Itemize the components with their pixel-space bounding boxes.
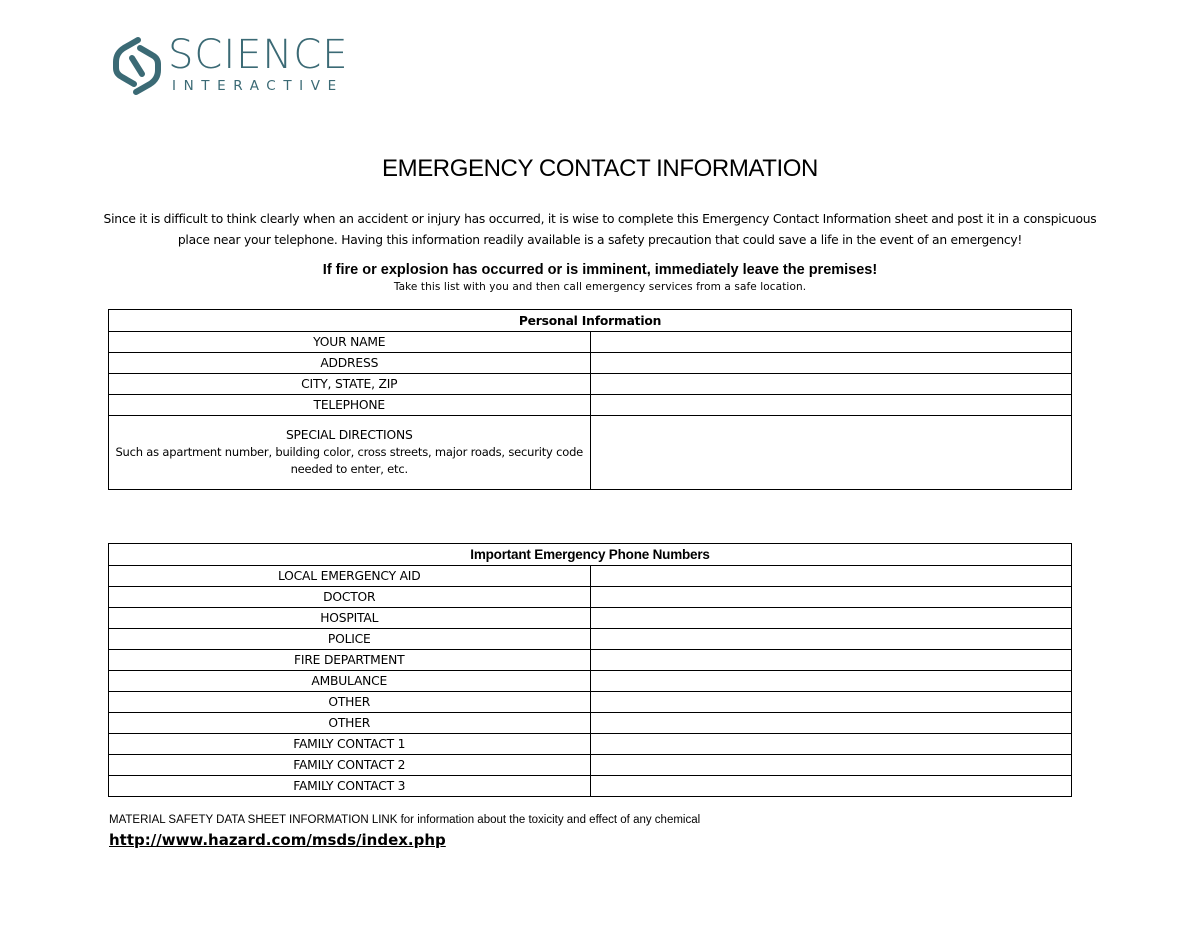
police-label: POLICE [109, 629, 591, 650]
table-row [109, 776, 1072, 797]
msds-link[interactable]: http://www.hazard.com/msds/index.php [109, 831, 446, 849]
telephone-field[interactable] [590, 395, 1072, 416]
hospital-label: HOSPITAL [109, 608, 591, 629]
personal-information-table [108, 309, 1072, 490]
msds-info-text: MATERIAL SAFETY DATA SHEET INFORMATION LINK for information about the toxicity and effect of any chemical [109, 814, 701, 826]
telephone-label: TELEPHONE [109, 395, 591, 416]
table-row [109, 374, 1072, 395]
science-interactive-logo [112, 34, 392, 98]
family-contact-1-label: FAMILY CONTACT 1 [109, 734, 591, 755]
special-directions-field[interactable] [590, 416, 1072, 490]
family-contact-2-label: FAMILY CONTACT 2 [109, 755, 591, 776]
table-row [109, 587, 1072, 608]
table-row [109, 332, 1072, 353]
logo-wordmark: SCIENCE [168, 32, 349, 78]
special-directions-label: SPECIAL DIRECTIONS [285, 428, 413, 442]
special-directions-label-cell [109, 416, 591, 490]
table-row [109, 734, 1072, 755]
emergency-phone-numbers-table [108, 543, 1072, 797]
personal-information-header: Personal Information [109, 310, 1072, 332]
fire-warning-subtext: Take this list with you and then call emergency services from a safe location. [393, 281, 807, 293]
table-row [109, 395, 1072, 416]
table-row [109, 353, 1072, 374]
address-label: ADDRESS [109, 353, 591, 374]
family-contact-3-field[interactable] [590, 776, 1072, 797]
fire-department-field[interactable] [590, 650, 1072, 671]
police-field[interactable] [590, 629, 1072, 650]
ambulance-label: AMBULANCE [109, 671, 591, 692]
linked-s-icon [112, 34, 162, 98]
hospital-field[interactable] [590, 608, 1072, 629]
table-row [109, 416, 1072, 490]
your-name-label: YOUR NAME [109, 332, 591, 353]
family-contact-3-label: FAMILY CONTACT 3 [109, 776, 591, 797]
table-row [109, 755, 1072, 776]
fire-warning: If fire or explosion has occurred or is imminent, immediately leave the premises! [322, 262, 878, 278]
table-row [109, 650, 1072, 671]
emergency-phone-numbers-header: Important Emergency Phone Numbers [109, 544, 1072, 566]
other-label-2: OTHER [109, 713, 591, 734]
doctor-field[interactable] [590, 587, 1072, 608]
special-directions-note: Such as apartment number, building color, cross streets, major roads, security code needed to enter, etc. [115, 445, 584, 476]
table-row [109, 629, 1072, 650]
city-state-zip-field[interactable] [590, 374, 1072, 395]
page-title: EMERGENCY CONTACT INFORMATION [382, 155, 818, 182]
intro-paragraph: Since it is difficult to think clearly when an accident or injury has occurred, it is wise to complete this Emergency Contact Information sheet and post it in a conspicuous place near your telephone. Having this information readily available is a safety precaution that could save a life in the event of an emergency! [103, 212, 1097, 247]
your-name-field[interactable] [590, 332, 1072, 353]
doctor-label: DOCTOR [109, 587, 591, 608]
fire-department-label: FIRE DEPARTMENT [109, 650, 591, 671]
local-emergency-aid-field[interactable] [590, 566, 1072, 587]
table-row [109, 608, 1072, 629]
table-row [109, 671, 1072, 692]
table-row [109, 692, 1072, 713]
other-label-1: OTHER [109, 692, 591, 713]
address-field[interactable] [590, 353, 1072, 374]
table-row [109, 566, 1072, 587]
logo-subtitle: INTERACTIVE [172, 78, 344, 94]
other-field-1[interactable] [590, 692, 1072, 713]
table-row [109, 713, 1072, 734]
family-contact-1-field[interactable] [590, 734, 1072, 755]
ambulance-field[interactable] [590, 671, 1072, 692]
family-contact-2-field[interactable] [590, 755, 1072, 776]
other-field-2[interactable] [590, 713, 1072, 734]
local-emergency-aid-label: LOCAL EMERGENCY AID [109, 566, 591, 587]
city-state-zip-label: CITY, STATE, ZIP [109, 374, 591, 395]
